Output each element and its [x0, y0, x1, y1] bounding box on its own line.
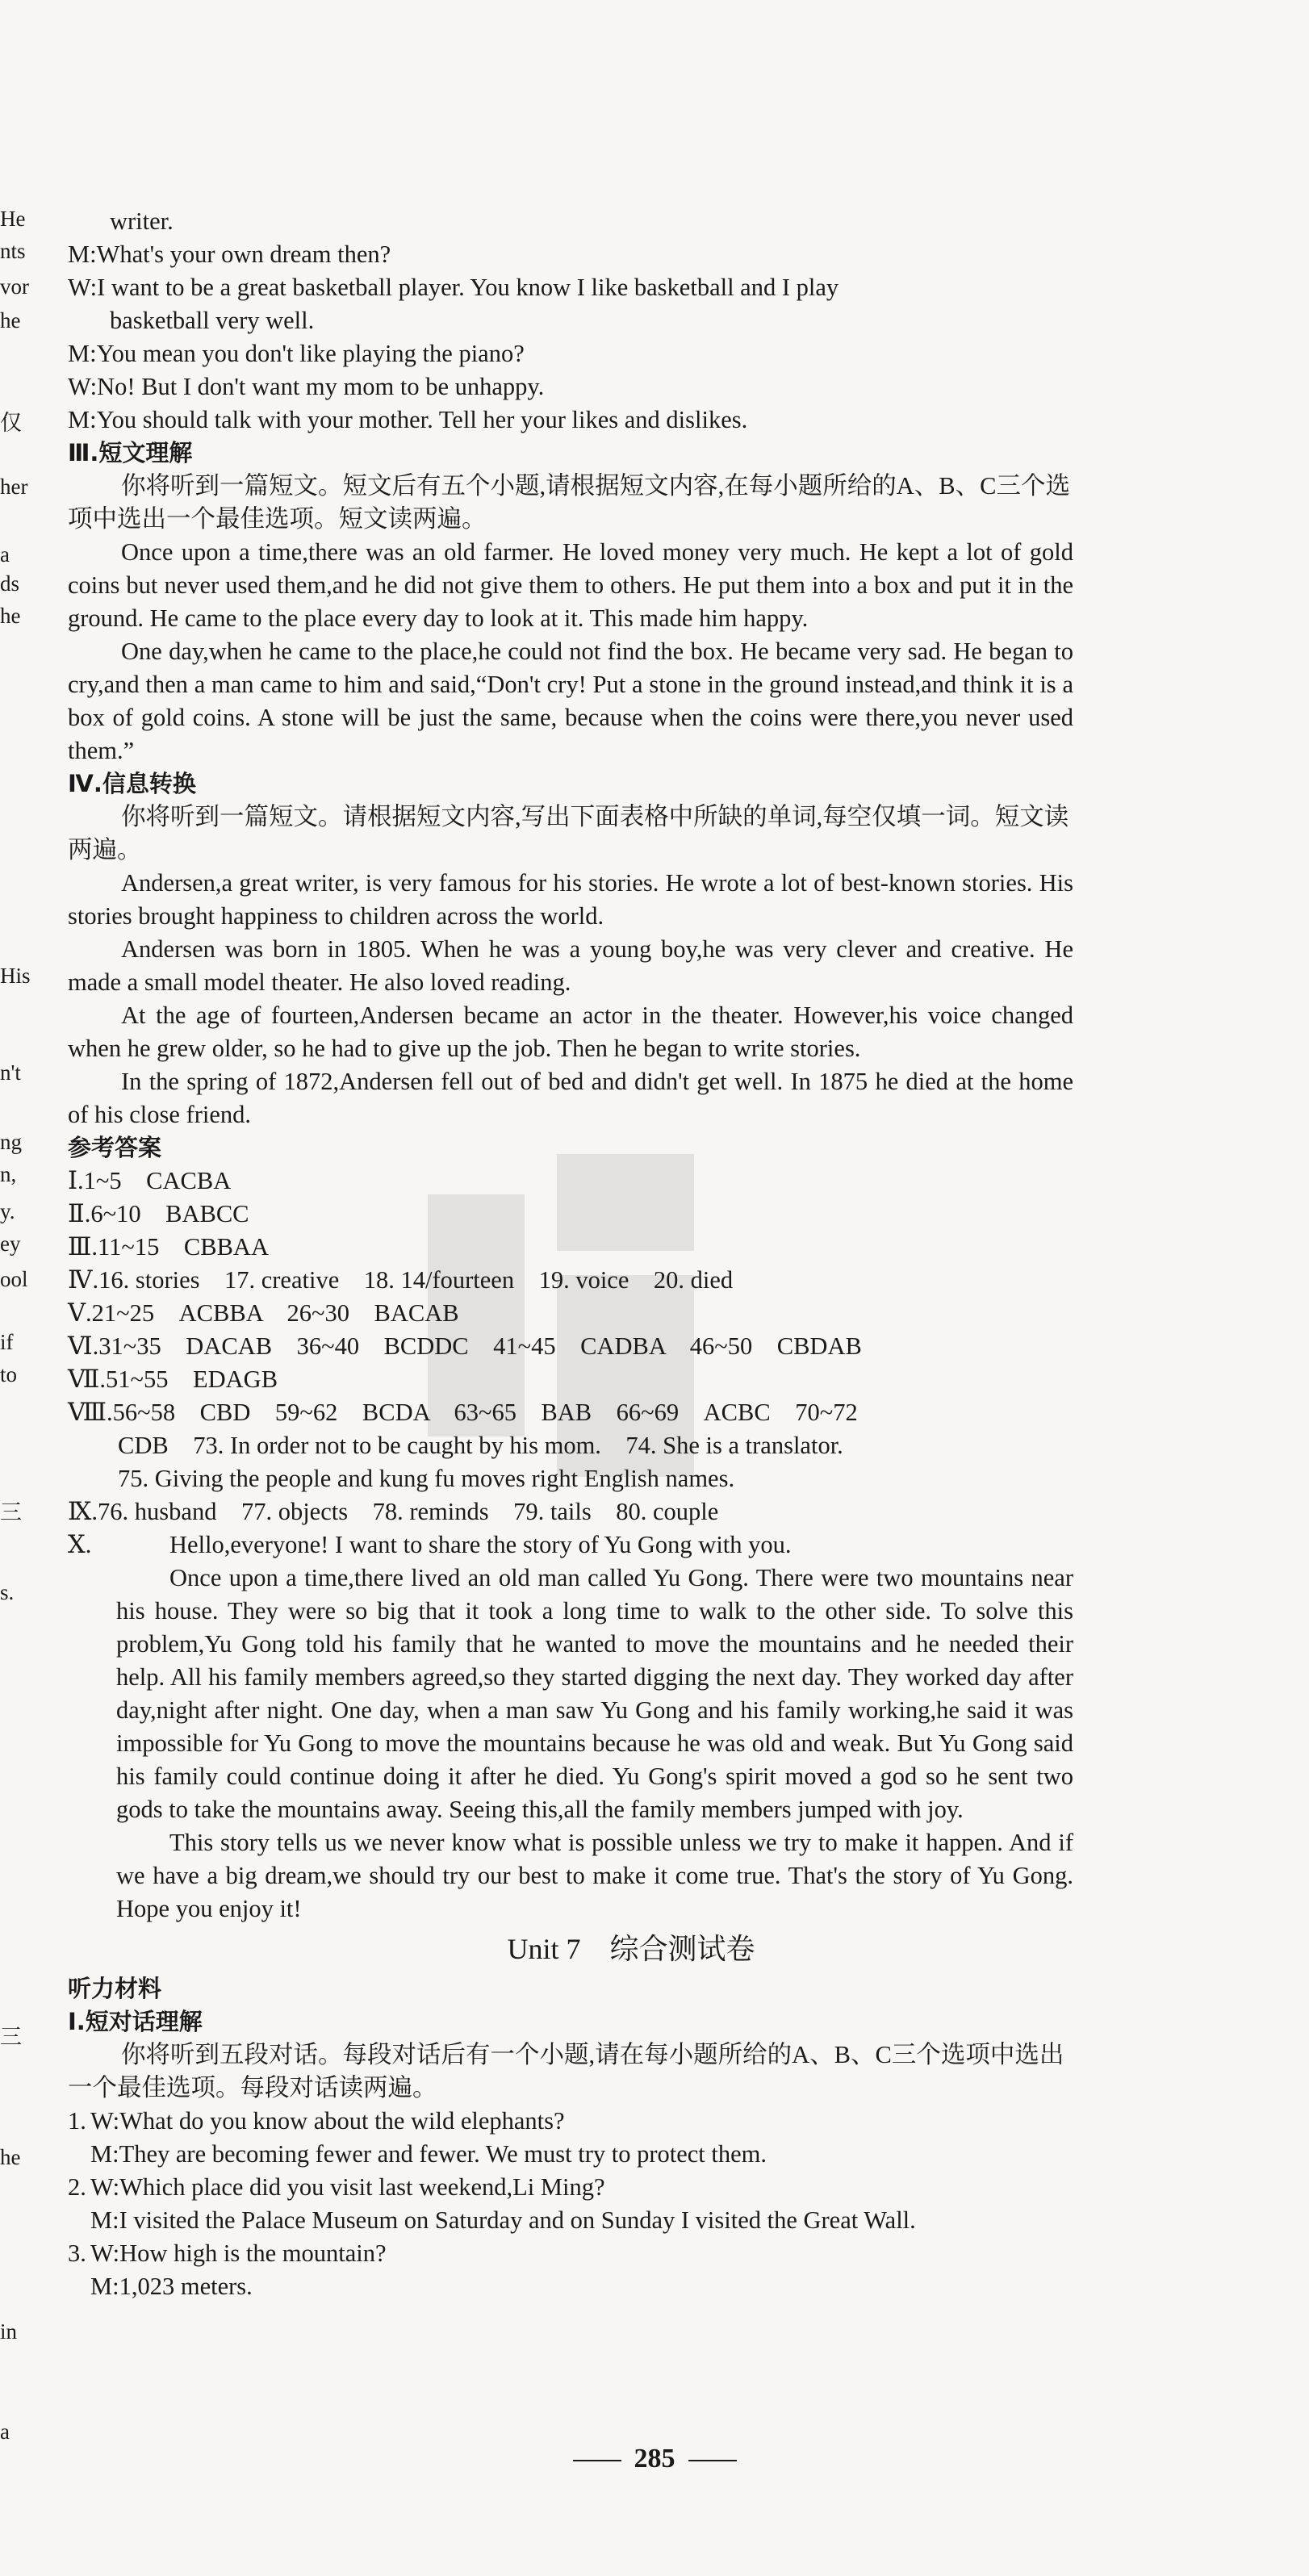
dialogue-line [68, 337, 1073, 370]
question-number: 2. [68, 2173, 86, 2201]
unit7-dialogue-line [68, 2138, 1073, 2171]
dialogue-line [68, 205, 1073, 238]
margin-fragment: he [0, 2145, 21, 2169]
section4 [68, 767, 1073, 1131]
speaker-label: W: [90, 2239, 120, 2267]
answer-line: Ⅳ.16. stories 17. creative 18. 14/fourteen 19. voice 20. died [68, 1266, 734, 1294]
speaker-label: W: [68, 373, 98, 400]
page-number-dash [688, 2460, 737, 2461]
answer-line: Ⅲ.11~15 CBBAA [68, 1233, 269, 1261]
section4-paragraph: Andersen was born in 1805. When he was a young boy,he was very clever and creative. He made a small model theater. He also loved reading. [68, 935, 1073, 996]
answer-x-essay [68, 1528, 1073, 1926]
section3-instruction: 你将听到一篇短文。短文后有五个小题,请根据短文内容,在每小题所给的A、B、C三个选项中选出一个最佳选项。短文读两遍。 [68, 472, 1070, 533]
margin-fragment: s. [0, 1580, 15, 1604]
margin-fragment: vor [0, 274, 29, 299]
margin-fragment: 三 [0, 1500, 22, 1524]
answer-line: Ⅸ.76. husband 77. objects 78. reminds 79. tails 80. couple [68, 1498, 719, 1525]
section4-paragraph: At the age of fourteen,Andersen became an actor in the theater. However,his voice changed when he grew older, so he had to give up the job. Then he began to write stories. [68, 1002, 1073, 1062]
margin-fragment: in [0, 2319, 18, 2344]
section3-heading: Ⅲ.短文理解 [68, 439, 193, 466]
margin-fragment: n't [0, 1060, 21, 1085]
speaker-label: M: [68, 340, 97, 367]
margin-fragment: y. [0, 1199, 15, 1223]
section4-instruction: 你将听到一篇短文。请根据短文内容,写出下面表格中所缺的单词,每空仅填一词。短文读两遍。 [68, 803, 1069, 864]
question-number: 1. [68, 2107, 86, 2135]
answer-x [68, 1528, 1073, 1926]
speaker-label: M: [68, 240, 97, 268]
dialogue-text: No! But I don't want my mom to be unhappy. [97, 373, 545, 400]
answer-line: Ⅱ.6~10 BABCC [68, 1200, 249, 1227]
section3 [68, 437, 1073, 767]
answer-x-label: Ⅹ. [68, 1531, 92, 1558]
materials-heading: 听力材料 [68, 1975, 162, 2002]
unit7-dialogue-line [68, 2237, 1073, 2270]
dialogue-line [68, 404, 1073, 437]
speaker-label: M: [68, 406, 97, 433]
unit7-section1-instruction: 你将听到五段对话。每段对话后有一个小题,请在每小题所给的A、B、C三个选项中选出一个最佳选项。每段对话读两遍。 [68, 2041, 1064, 2101]
answer-continuation: 75. Giving the people and kung fu moves right English names. [118, 1465, 735, 1492]
unit7-section1-heading: Ⅰ.短对话理解 [68, 2008, 203, 2035]
answer-x-paragraph: Hello,everyone! I want to share the story of Yu Gong with you. [169, 1531, 792, 1558]
answer-key [68, 1131, 1073, 1926]
section3-paragraph: Once upon a time,there was an old farmer. He loved money very much. He kept a lot of gold coins but never used them,and he did not give them to others. He put them into a box and put it in the ground. He came to the place every day to look at it. This made him happy. [68, 538, 1073, 632]
section2-dialogue-tail [68, 205, 1073, 437]
page-number [0, 2444, 1309, 2474]
answer-continuation: CDB 73. In order not to be caught by his mom. 74. She is a translator. [118, 1432, 843, 1459]
unit7-listening-materials [68, 1972, 1073, 2303]
dialogue-text: writer. [110, 207, 174, 235]
speaker-label: M: [90, 2206, 119, 2234]
dialogue-text: What do you know about the wild elephants? [119, 2107, 565, 2135]
dialogue-line [68, 304, 1073, 337]
answer-line: Ⅷ.56~58 CBD 59~62 BCDA 63~65 BAB 66~69 ACBC 70~72 [68, 1399, 858, 1426]
dialogue-text: I visited the Palace Museum on Saturday and on Sunday I visited the Great Wall. [119, 2206, 916, 2234]
speaker-label: M: [90, 2273, 119, 2300]
dialogue-line [68, 271, 1073, 304]
margin-fragment: ool [0, 1267, 28, 1291]
answer-line: Ⅰ.1~5 CACBA [68, 1167, 232, 1194]
margin-fragment: to [0, 1362, 18, 1386]
margin-fragment: ey [0, 1232, 21, 1256]
margin-fragment: nts [0, 239, 26, 263]
answer-key-heading: 参考答案 [68, 1134, 162, 1161]
margin-fragment: he [0, 604, 21, 628]
answer-x-paragraph: Once upon a time,there lived an old man called Yu Gong. There were two mountains near his house. They were so big that it took a long time to walk to the other side. To solve this problem,Yu Gong told his family that he wanted to move the mountains and he needed their help. All his family members agreed,so they started digging the next day. They worked day after day,night after night. One day, when a man saw Yu Gong and his family working,he said it was impossible for Yu Gong to move the mountains because he was old and weak. But Yu Gong said his family could continue doing it after he died. Yu Gong's spirit moved a god so he sent two gods to take the mountains away. Seeing this,all the family members jumped with joy. [116, 1564, 1073, 1823]
dialogue-text: You mean you don't like playing the piano? [96, 340, 525, 367]
page-number-dash [573, 2460, 621, 2461]
speaker-label: W: [90, 2173, 120, 2201]
dialogue-text: I want to be a great basketball player. You know I like basketball and I play [97, 274, 839, 301]
unit7-dialogue-line [68, 2270, 1073, 2303]
answer-x-paragraph: This story tells us we never know what is possible unless we try to make it happen. And if we have a big dream,we should try our best to make it come true. That's the story of Yu Gong. Hope you enjoy it! [116, 1829, 1073, 1922]
unit7-dialogue-line [68, 2105, 1073, 2138]
margin-fragment: n, [0, 1162, 17, 1186]
dialogue-text: They are becoming fewer and fewer. We must try to protect them. [119, 2140, 767, 2168]
section3-paragraph: One day,when he came to the place,he could not find the box. He became very sad. He began to cry,and then a man came to him and said,“Don't cry! Put a stone in the ground instead,and think it is a box of gold coins. A stone will be just the same, because when the coins were there,you never used them.” [68, 638, 1073, 764]
speaker-label: W: [90, 2107, 120, 2135]
margin-fragment: 仅 [0, 411, 22, 435]
dialogue-line [68, 370, 1073, 404]
margin-fragment: he [0, 308, 21, 332]
answer-line: Ⅴ.21~25 ACBBA 26~30 BACAB [68, 1299, 459, 1327]
dialogue-text: You should talk with your mother. Tell her your likes and dislikes. [96, 406, 748, 433]
margin-fragment: a [0, 542, 10, 567]
speaker-label: W: [68, 274, 98, 301]
answer-line: Ⅶ.51~55 EDAGB [68, 1365, 278, 1393]
unit7-title: Unit 7 综合测试卷 [507, 1933, 755, 1965]
section4-heading: Ⅳ.信息转换 [68, 770, 196, 797]
margin-fragment: His [0, 964, 31, 988]
margin-fragment: a [0, 2419, 10, 2444]
speaker-label: M: [90, 2140, 119, 2168]
section4-paragraph: Andersen,a great writer, is very famous for his stories. He wrote a lot of best-known stories. His stories brought happiness to children across the world. [68, 869, 1073, 930]
dialogue-line [68, 238, 1073, 271]
dialogue-text: 1,023 meters. [119, 2273, 253, 2300]
margin-fragment: if [0, 1330, 14, 1354]
page-number-value: 285 [634, 2444, 675, 2474]
dialogue-text: Which place did you visit last weekend,Li Ming? [119, 2173, 605, 2201]
answer-line: Ⅵ.31~35 DACAB 36~40 BCDDC 41~45 CADBA 46~50 CBDAB [68, 1332, 862, 1360]
unit7-dialogue-line [68, 2171, 1073, 2204]
dialogue-text: What's your own dream then? [96, 240, 391, 268]
margin-fragment: 三 [0, 2025, 22, 2049]
margin-fragment: ds [0, 571, 20, 596]
margin-fragment: He [0, 207, 26, 231]
dialogue-text: How high is the mountain? [119, 2239, 387, 2267]
margin-fragment: her [0, 475, 28, 499]
unit7-dialogues [68, 2105, 1073, 2303]
document-body [68, 205, 1073, 2303]
question-number: 3. [68, 2239, 86, 2267]
margin-fragment: ng [0, 1130, 22, 1154]
section4-paragraph: In the spring of 1872,Andersen fell out of bed and didn't get well. In 1875 he died at the home of his close friend. [68, 1068, 1073, 1128]
unit7-dialogue-line [68, 2204, 1073, 2237]
dialogue-text: basketball very well. [110, 307, 315, 334]
